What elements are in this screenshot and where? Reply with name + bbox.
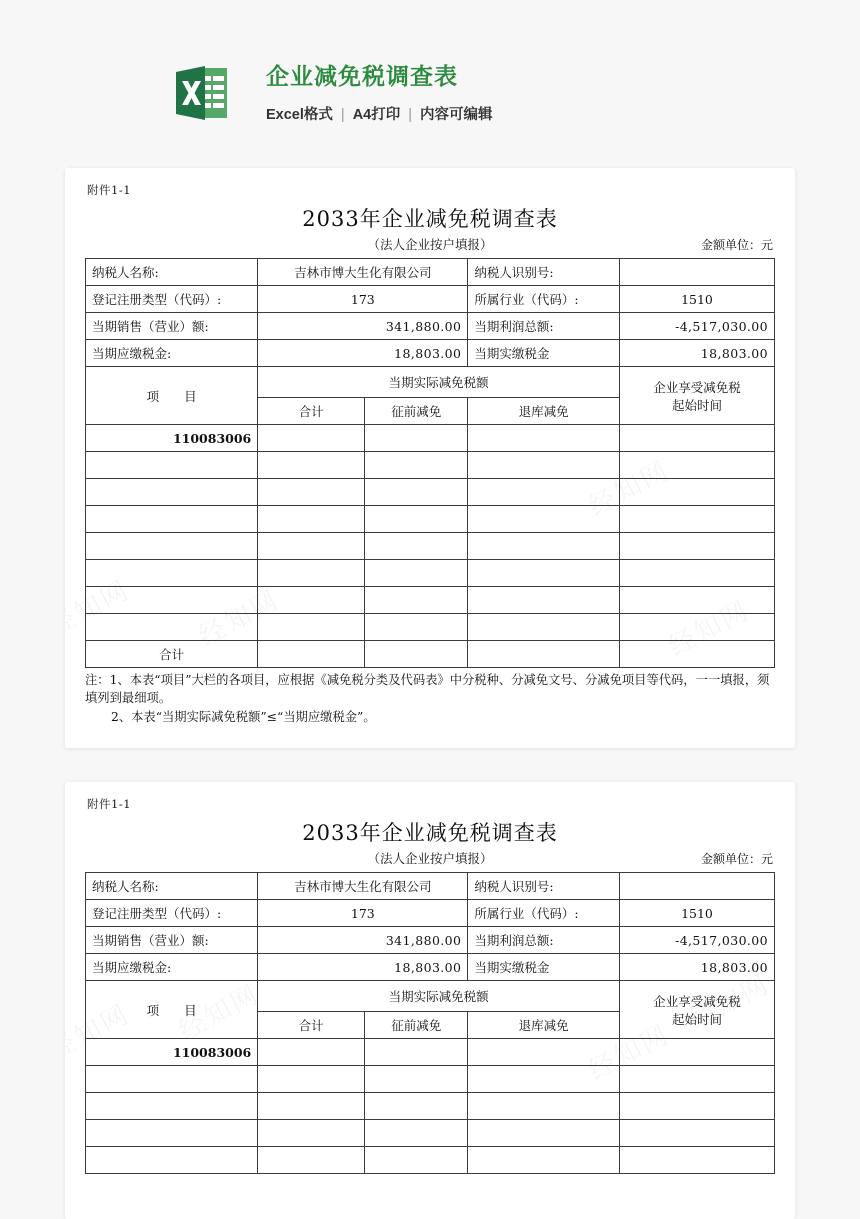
relief-grid-table — [85, 980, 775, 1174]
cell-pre-relief[interactable] — [365, 506, 468, 533]
table-row — [86, 1093, 775, 1120]
cell-start-time[interactable] — [619, 560, 774, 587]
cell-total-sum[interactable] — [258, 641, 365, 668]
cell-item[interactable] — [86, 452, 258, 479]
header-relief-group: 当期实际减免税额 — [258, 367, 620, 398]
survey-table — [85, 872, 775, 981]
header-subcol-3: 退库减免 — [468, 398, 620, 425]
info-value-right[interactable]: 1510 — [619, 286, 774, 313]
header-start-time-col: 企业享受减免税 起始时间 — [619, 981, 774, 1039]
info-value-left[interactable]: 173 — [258, 286, 468, 313]
info-label-right[interactable]: 纳税人识别号: — [468, 873, 620, 900]
relief-grid-body — [86, 367, 775, 668]
header-item-col: 项 目 — [86, 367, 258, 425]
cell-total[interactable] — [258, 560, 365, 587]
cell-pre-relief[interactable] — [365, 1066, 468, 1093]
cell-pre-relief[interactable] — [365, 1147, 468, 1174]
cell-item[interactable] — [86, 614, 258, 641]
cell-total[interactable] — [258, 1093, 365, 1120]
meta-print: A4打印 — [352, 107, 401, 123]
info-label-right[interactable]: 当期实缴税金 — [468, 340, 620, 367]
info-value-right[interactable] — [619, 259, 774, 286]
header-item-col: 项 目 — [86, 981, 258, 1039]
cell-refund-relief[interactable] — [468, 614, 620, 641]
note-1: 注：1、本表“项目”大栏的各项目，应根据《减免税分类及代码表》中分税种、分减免文号、分减免项目等代码，一一填报，须填列到最细项。 — [85, 673, 770, 706]
cell-item[interactable] — [86, 560, 258, 587]
table-row — [86, 587, 775, 614]
cell-total[interactable] — [258, 1039, 365, 1066]
info-value-left[interactable]: 341,880.00 — [258, 927, 468, 954]
relief-grid-table — [85, 366, 775, 668]
cell-refund-relief[interactable] — [468, 452, 620, 479]
header-subcol-2: 征前减免 — [365, 1012, 468, 1039]
info-row — [86, 873, 775, 900]
info-label-left[interactable]: 登记注册类型（代码）: — [86, 286, 258, 313]
info-value-left[interactable]: 吉林市博大生化有限公司 — [258, 259, 468, 286]
header-subcol-3: 退库减免 — [468, 1012, 620, 1039]
header-subcol-1: 合计 — [258, 398, 365, 425]
cell-pre-relief[interactable] — [365, 1093, 468, 1120]
table-row — [86, 479, 775, 506]
cell-total-label[interactable]: 合计 — [86, 641, 258, 668]
grid-header-row-1 — [86, 981, 775, 1012]
header-relief-group: 当期实际减免税额 — [258, 981, 620, 1012]
meta-format: Excel格式 — [266, 107, 333, 123]
cell-total[interactable] — [258, 425, 365, 452]
cell-total-start-time[interactable] — [619, 641, 774, 668]
attachment-number: 附件1-1 — [87, 183, 132, 197]
header-meta — [266, 103, 493, 124]
cell-total[interactable] — [258, 1066, 365, 1093]
meta-editable: 内容可编辑 — [420, 107, 493, 123]
cell-total-pre[interactable] — [365, 641, 468, 668]
page-title: 企业减免税调查表 — [266, 63, 458, 89]
cell-item[interactable] — [86, 1066, 258, 1093]
document-preview-card-2[interactable] — [65, 782, 795, 1219]
header-subcol-1: 合计 — [258, 1012, 365, 1039]
table-row — [86, 533, 775, 560]
info-label-left[interactable]: 当期应缴税金: — [86, 954, 258, 981]
info-section — [86, 259, 775, 367]
cell-start-time[interactable] — [619, 533, 774, 560]
info-value-left[interactable]: 341,880.00 — [258, 313, 468, 340]
info-value-left[interactable]: 173 — [258, 900, 468, 927]
document-title: 2033年企业减免税调查表 — [302, 207, 558, 231]
cell-item[interactable] — [86, 1093, 258, 1120]
cell-item[interactable] — [86, 1147, 258, 1174]
cell-refund-relief[interactable] — [468, 506, 620, 533]
relief-grid-body — [86, 981, 775, 1174]
cell-refund-relief[interactable] — [468, 1066, 620, 1093]
info-value-left[interactable]: 18,803.00 — [258, 340, 468, 367]
amount-unit-label: 金额单位：元 — [700, 852, 773, 866]
spreadsheet-sheet-2 — [65, 782, 795, 1174]
info-row — [86, 900, 775, 927]
cell-pre-relief[interactable] — [365, 587, 468, 614]
info-label-left[interactable]: 当期销售（营业）额: — [86, 313, 258, 340]
document-title: 2033年企业减免税调查表 — [302, 821, 558, 845]
info-row — [86, 313, 775, 340]
cell-refund-relief[interactable] — [468, 479, 620, 506]
cell-start-time[interactable] — [619, 1039, 774, 1066]
cell-item[interactable]: 110083006 — [86, 425, 258, 452]
meta-separator-2: | — [408, 107, 413, 123]
cell-total[interactable] — [258, 452, 365, 479]
meta-separator-1: | — [340, 107, 345, 123]
grid-header-row-1 — [86, 367, 775, 398]
cell-total-refund[interactable] — [468, 641, 620, 668]
subtitle-line — [85, 235, 775, 255]
cell-pre-relief[interactable] — [365, 425, 468, 452]
cell-start-time[interactable] — [619, 425, 774, 452]
info-row — [86, 927, 775, 954]
cell-pre-relief[interactable] — [365, 614, 468, 641]
info-label-right[interactable]: 当期实缴税金 — [468, 954, 620, 981]
cell-start-time[interactable] — [619, 1093, 774, 1120]
cell-start-time[interactable] — [619, 587, 774, 614]
header-start-time-col: 企业享受减免税 起始时间 — [619, 367, 774, 425]
cell-pre-relief[interactable] — [365, 452, 468, 479]
cell-start-time[interactable] — [619, 452, 774, 479]
subtitle-line — [85, 849, 775, 869]
cell-item[interactable] — [86, 1120, 258, 1147]
cell-total[interactable] — [258, 479, 365, 506]
info-value-right[interactable]: 18,803.00 — [619, 954, 774, 981]
info-label-left[interactable]: 当期应缴税金: — [86, 340, 258, 367]
table-row — [86, 1120, 775, 1147]
cell-refund-relief[interactable] — [468, 1039, 620, 1066]
info-label-right[interactable]: 所属行业（代码）: — [468, 286, 620, 313]
cell-pre-relief[interactable] — [365, 560, 468, 587]
document-subtitle: （法人企业按户填报） — [367, 851, 493, 866]
excel-file-icon — [172, 63, 232, 123]
cell-start-time[interactable] — [619, 506, 774, 533]
cell-item[interactable] — [86, 506, 258, 533]
info-value-right[interactable]: 18,803.00 — [619, 340, 774, 367]
cell-refund-relief[interactable] — [468, 425, 620, 452]
header-subcol-2: 征前减免 — [365, 398, 468, 425]
cell-start-time[interactable] — [619, 1147, 774, 1174]
table-row — [86, 425, 775, 452]
cell-start-time[interactable] — [619, 479, 774, 506]
table-row — [86, 1147, 775, 1174]
info-value-right[interactable]: -4,517,030.00 — [619, 313, 774, 340]
spreadsheet-sheet-1 — [65, 168, 795, 726]
cell-pre-relief[interactable] — [365, 1120, 468, 1147]
cell-pre-relief[interactable] — [365, 533, 468, 560]
cell-item[interactable] — [86, 479, 258, 506]
info-label-left[interactable]: 纳税人名称: — [86, 873, 258, 900]
info-row — [86, 286, 775, 313]
note-2: 2、本表“当期实际减免税额”≤“当期应缴税金”。 — [111, 709, 376, 724]
cell-refund-relief[interactable] — [468, 533, 620, 560]
attachment-number: 附件1-1 — [87, 797, 132, 811]
info-label-right[interactable]: 当期利润总额: — [468, 927, 620, 954]
cell-refund-relief[interactable] — [468, 1147, 620, 1174]
info-label-left[interactable]: 当期销售（营业）额: — [86, 927, 258, 954]
info-label-left[interactable]: 纳税人名称: — [86, 259, 258, 286]
cell-pre-relief[interactable] — [365, 1039, 468, 1066]
cell-item[interactable]: 110083006 — [86, 1039, 258, 1066]
cell-start-time[interactable] — [619, 614, 774, 641]
info-value-left[interactable]: 吉林市博大生化有限公司 — [258, 873, 468, 900]
cell-total[interactable] — [258, 1147, 365, 1174]
table-row — [86, 1039, 775, 1066]
info-value-right[interactable]: -4,517,030.00 — [619, 927, 774, 954]
info-value-right[interactable]: 1510 — [619, 900, 774, 927]
table-notes — [85, 671, 775, 726]
document-preview-card-1[interactable] — [65, 168, 795, 748]
table-row — [86, 1066, 775, 1093]
table-row — [86, 560, 775, 587]
cell-start-time[interactable] — [619, 1120, 774, 1147]
amount-unit-label: 金额单位：元 — [700, 238, 773, 252]
info-section — [86, 873, 775, 981]
info-value-right[interactable] — [619, 873, 774, 900]
document-subtitle: （法人企业按户填报） — [367, 237, 493, 252]
table-row — [86, 614, 775, 641]
info-value-left[interactable]: 18,803.00 — [258, 954, 468, 981]
cell-item[interactable] — [86, 533, 258, 560]
cell-refund-relief[interactable] — [468, 560, 620, 587]
cell-total[interactable] — [258, 587, 365, 614]
info-row — [86, 340, 775, 367]
cell-total[interactable] — [258, 533, 365, 560]
cell-start-time[interactable] — [619, 1066, 774, 1093]
cell-refund-relief[interactable] — [468, 1093, 620, 1120]
survey-table — [85, 258, 775, 367]
info-label-right[interactable]: 当期利润总额: — [468, 313, 620, 340]
cell-item[interactable] — [86, 587, 258, 614]
info-row — [86, 259, 775, 286]
cell-refund-relief[interactable] — [468, 1120, 620, 1147]
total-row — [86, 641, 775, 668]
info-row — [86, 954, 775, 981]
info-label-left[interactable]: 登记注册类型（代码）: — [86, 900, 258, 927]
info-label-right[interactable]: 所属行业（代码）: — [468, 900, 620, 927]
cell-refund-relief[interactable] — [468, 587, 620, 614]
table-row — [86, 452, 775, 479]
table-row — [86, 506, 775, 533]
cell-total[interactable] — [258, 1120, 365, 1147]
page-header — [0, 0, 860, 148]
cell-total[interactable] — [258, 614, 365, 641]
info-label-right[interactable]: 纳税人识别号: — [468, 259, 620, 286]
cell-pre-relief[interactable] — [365, 479, 468, 506]
cell-total[interactable] — [258, 506, 365, 533]
